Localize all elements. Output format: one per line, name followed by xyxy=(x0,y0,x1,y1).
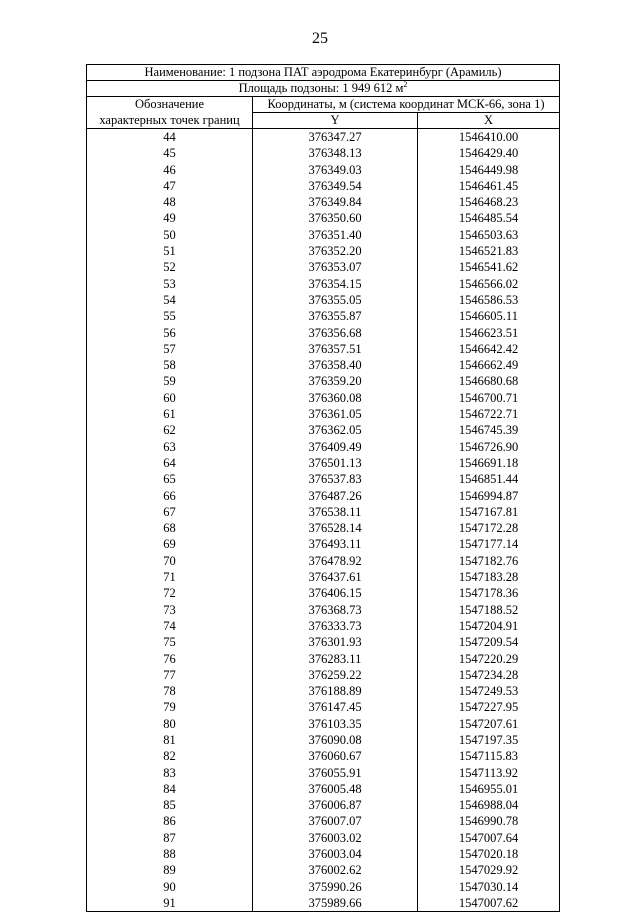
area-text: Площадь подзоны: 1 949 612 м xyxy=(238,81,404,95)
table-row xyxy=(87,504,560,520)
table-row xyxy=(87,536,560,552)
coord-y-cell: 376103.35 xyxy=(253,716,418,732)
table-row xyxy=(87,308,560,324)
coord-y-cell: 376007.07 xyxy=(253,813,418,829)
coord-y-cell: 376537.83 xyxy=(253,471,418,487)
point-number-cell: 75 xyxy=(87,634,253,650)
point-number-cell: 56 xyxy=(87,325,253,341)
coord-y-cell: 376003.04 xyxy=(253,846,418,862)
table-row xyxy=(87,341,560,357)
point-number-cell: 88 xyxy=(87,846,253,862)
coord-y-cell: 376538.11 xyxy=(253,504,418,520)
coord-x-cell: 1546449.98 xyxy=(418,162,560,178)
coord-x-cell: 1547172.28 xyxy=(418,520,560,536)
table-row xyxy=(87,765,560,781)
table-row xyxy=(87,243,560,259)
page-number: 25 xyxy=(312,30,328,47)
coord-y-cell: 376005.48 xyxy=(253,781,418,797)
coord-x-cell: 1547227.95 xyxy=(418,699,560,715)
coord-y-cell: 376347.27 xyxy=(253,129,418,146)
coord-y-cell: 376352.20 xyxy=(253,243,418,259)
table-row xyxy=(87,667,560,683)
coord-x-cell: 1546851.44 xyxy=(418,471,560,487)
coord-x-cell: 1546605.11 xyxy=(418,308,560,324)
point-number-cell: 65 xyxy=(87,471,253,487)
table-row xyxy=(87,732,560,748)
coord-x-cell: 1547249.53 xyxy=(418,683,560,699)
table-row xyxy=(87,129,560,146)
coord-x-cell: 1547007.64 xyxy=(418,830,560,846)
table-row xyxy=(87,895,560,912)
table-row xyxy=(87,830,560,846)
coord-x-cell: 1546691.18 xyxy=(418,455,560,471)
coord-x-cell: 1546566.02 xyxy=(418,276,560,292)
table-row xyxy=(87,716,560,732)
coord-x-cell: 1546990.78 xyxy=(418,813,560,829)
point-number-cell: 71 xyxy=(87,569,253,585)
table-row xyxy=(87,373,560,389)
coord-x-cell: 1547188.52 xyxy=(418,602,560,618)
coord-x-cell: 1546541.62 xyxy=(418,259,560,275)
coord-x-cell: 1546642.42 xyxy=(418,341,560,357)
coord-y-cell: 376301.93 xyxy=(253,634,418,650)
coord-x-cell: 1547204.91 xyxy=(418,618,560,634)
point-number-cell: 48 xyxy=(87,194,253,210)
coord-x-cell: 1547234.28 xyxy=(418,667,560,683)
coord-x-cell: 1547167.81 xyxy=(418,504,560,520)
point-number-cell: 50 xyxy=(87,227,253,243)
coord-x-cell: 1547007.62 xyxy=(418,895,560,912)
point-number-cell: 66 xyxy=(87,488,253,504)
table-row xyxy=(87,455,560,471)
table-row xyxy=(87,569,560,585)
table-row xyxy=(87,145,560,161)
point-number-cell: 52 xyxy=(87,259,253,275)
table-row xyxy=(87,292,560,308)
coord-y-cell: 376055.91 xyxy=(253,765,418,781)
table-row xyxy=(87,422,560,438)
coord-x-cell: 1547113.92 xyxy=(418,765,560,781)
table-row xyxy=(87,634,560,650)
coord-y-cell: 376368.73 xyxy=(253,602,418,618)
point-number-cell: 87 xyxy=(87,830,253,846)
coord-y-cell: 376528.14 xyxy=(253,520,418,536)
coord-y-cell: 376359.20 xyxy=(253,373,418,389)
table-row xyxy=(87,618,560,634)
table-row xyxy=(87,846,560,862)
coord-x-cell: 1546521.83 xyxy=(418,243,560,259)
table-row xyxy=(87,227,560,243)
coord-system-header: Координаты, м (система координат МСК-66, зона 1) xyxy=(253,97,560,113)
coord-x-cell: 1546485.54 xyxy=(418,210,560,226)
point-number-cell: 57 xyxy=(87,341,253,357)
point-number-cell: 67 xyxy=(87,504,253,520)
table-row xyxy=(87,602,560,618)
point-number-cell: 77 xyxy=(87,667,253,683)
table-row xyxy=(87,276,560,292)
point-number-cell: 68 xyxy=(87,520,253,536)
coord-y-cell: 376478.92 xyxy=(253,553,418,569)
coord-y-cell: 376349.54 xyxy=(253,178,418,194)
point-number-cell: 58 xyxy=(87,357,253,373)
coord-y-cell: 376501.13 xyxy=(253,455,418,471)
area-label xyxy=(87,81,560,97)
point-number-cell: 62 xyxy=(87,422,253,438)
table-row xyxy=(87,585,560,601)
point-number-cell: 74 xyxy=(87,618,253,634)
coord-y-cell: 376147.45 xyxy=(253,699,418,715)
point-number-cell: 64 xyxy=(87,455,253,471)
point-number-cell: 78 xyxy=(87,683,253,699)
point-number-cell: 82 xyxy=(87,748,253,764)
table-row xyxy=(87,406,560,422)
coord-x-cell: 1546410.00 xyxy=(418,129,560,146)
coord-x-cell: 1547020.18 xyxy=(418,846,560,862)
point-number-cell: 85 xyxy=(87,797,253,813)
coord-y-cell: 376003.02 xyxy=(253,830,418,846)
table-row xyxy=(87,178,560,194)
coord-x-cell: 1546988.04 xyxy=(418,797,560,813)
coord-y-cell: 376358.40 xyxy=(253,357,418,373)
point-number-cell: 61 xyxy=(87,406,253,422)
point-number-cell: 79 xyxy=(87,699,253,715)
coord-y-cell: 376333.73 xyxy=(253,618,418,634)
coord-x-cell: 1546429.40 xyxy=(418,145,560,161)
point-number-cell: 72 xyxy=(87,585,253,601)
coord-y-cell: 376356.68 xyxy=(253,325,418,341)
point-number-cell: 46 xyxy=(87,162,253,178)
coord-y-cell: 376493.11 xyxy=(253,536,418,552)
coord-x-cell: 1546468.23 xyxy=(418,194,560,210)
point-number-cell: 80 xyxy=(87,716,253,732)
table-row xyxy=(87,813,560,829)
coord-x-cell: 1546680.68 xyxy=(418,373,560,389)
coord-x-cell: 1546662.49 xyxy=(418,357,560,373)
table-row xyxy=(87,259,560,275)
coord-y-cell: 376283.11 xyxy=(253,651,418,667)
point-number-cell: 63 xyxy=(87,439,253,455)
point-number-cell: 49 xyxy=(87,210,253,226)
coord-x-cell: 1546726.90 xyxy=(418,439,560,455)
coord-y-cell: 376357.51 xyxy=(253,341,418,357)
coord-y-cell: 376351.40 xyxy=(253,227,418,243)
coord-y-cell: 376355.05 xyxy=(253,292,418,308)
coord-x-cell: 1546461.45 xyxy=(418,178,560,194)
point-number-cell: 55 xyxy=(87,308,253,324)
table-row xyxy=(87,488,560,504)
coord-x-cell: 1547177.14 xyxy=(418,536,560,552)
table-row xyxy=(87,194,560,210)
table-body xyxy=(87,129,560,912)
coord-y-cell: 376349.84 xyxy=(253,194,418,210)
table-row xyxy=(87,862,560,878)
table-row xyxy=(87,651,560,667)
point-number-cell: 89 xyxy=(87,862,253,878)
coord-y-cell: 376360.08 xyxy=(253,390,418,406)
coord-y-cell: 376362.05 xyxy=(253,422,418,438)
coord-y-cell: 376349.03 xyxy=(253,162,418,178)
point-number-cell: 45 xyxy=(87,145,253,161)
table-row xyxy=(87,520,560,536)
coord-y-cell: 376409.49 xyxy=(253,439,418,455)
point-number-cell: 81 xyxy=(87,732,253,748)
table-row xyxy=(87,357,560,373)
coord-x-cell: 1547030.14 xyxy=(418,879,560,895)
coord-y-cell: 376354.15 xyxy=(253,276,418,292)
coord-x-cell: 1547182.76 xyxy=(418,553,560,569)
designation-header-line2: характерных точек границ xyxy=(87,113,253,129)
coord-x-cell: 1546623.51 xyxy=(418,325,560,341)
table-row xyxy=(87,471,560,487)
coord-y-cell: 376060.67 xyxy=(253,748,418,764)
coord-y-cell: 376002.62 xyxy=(253,862,418,878)
coord-y-cell: 376487.26 xyxy=(253,488,418,504)
point-number-cell: 84 xyxy=(87,781,253,797)
coord-y-cell: 376437.61 xyxy=(253,569,418,585)
coord-x-cell: 1547207.61 xyxy=(418,716,560,732)
coord-x-cell: 1546503.63 xyxy=(418,227,560,243)
point-number-cell: 69 xyxy=(87,536,253,552)
coord-x-cell: 1546700.71 xyxy=(418,390,560,406)
area-unit-superscript: 2 xyxy=(403,79,408,89)
point-number-cell: 91 xyxy=(87,895,253,912)
coord-y-cell: 376090.08 xyxy=(253,732,418,748)
coordinates-table xyxy=(86,64,560,912)
coord-x-cell: 1547115.83 xyxy=(418,748,560,764)
column-y-header: Y xyxy=(253,113,418,129)
coord-x-cell: 1546994.87 xyxy=(418,488,560,504)
table-row xyxy=(87,390,560,406)
coord-y-cell: 376188.89 xyxy=(253,683,418,699)
coord-y-cell: 376353.07 xyxy=(253,259,418,275)
coord-x-cell: 1547209.54 xyxy=(418,634,560,650)
coord-x-cell: 1547029.92 xyxy=(418,862,560,878)
point-number-cell: 59 xyxy=(87,373,253,389)
point-number-cell: 73 xyxy=(87,602,253,618)
table-row xyxy=(87,162,560,178)
table-row xyxy=(87,781,560,797)
column-x-header: X xyxy=(418,113,560,129)
point-number-cell: 90 xyxy=(87,879,253,895)
point-number-cell: 51 xyxy=(87,243,253,259)
table-row xyxy=(87,210,560,226)
coord-y-cell: 376006.87 xyxy=(253,797,418,813)
coord-x-cell: 1546722.71 xyxy=(418,406,560,422)
coord-y-cell: 376259.22 xyxy=(253,667,418,683)
point-number-cell: 44 xyxy=(87,129,253,146)
coord-y-cell: 375989.66 xyxy=(253,895,418,912)
coord-y-cell: 376361.05 xyxy=(253,406,418,422)
coord-y-cell: 376355.87 xyxy=(253,308,418,324)
coord-y-cell: 376350.60 xyxy=(253,210,418,226)
table-row xyxy=(87,879,560,895)
point-number-cell: 83 xyxy=(87,765,253,781)
coord-x-cell: 1546745.39 xyxy=(418,422,560,438)
point-number-cell: 86 xyxy=(87,813,253,829)
point-number-cell: 60 xyxy=(87,390,253,406)
table-row xyxy=(87,325,560,341)
coord-x-cell: 1546955.01 xyxy=(418,781,560,797)
table-row xyxy=(87,699,560,715)
table-row xyxy=(87,797,560,813)
table-row xyxy=(87,553,560,569)
coord-x-cell: 1547220.29 xyxy=(418,651,560,667)
coord-y-cell: 376406.15 xyxy=(253,585,418,601)
table-title: Наименование: 1 подзона ПАТ аэродрома Екатеринбург (Арамиль) xyxy=(87,65,560,81)
designation-header-line1: Обозначение xyxy=(87,97,253,113)
coord-x-cell: 1546586.53 xyxy=(418,292,560,308)
coord-x-cell: 1547178.36 xyxy=(418,585,560,601)
table-row xyxy=(87,683,560,699)
table-row xyxy=(87,439,560,455)
point-number-cell: 54 xyxy=(87,292,253,308)
coord-x-cell: 1547183.28 xyxy=(418,569,560,585)
coord-x-cell: 1547197.35 xyxy=(418,732,560,748)
coord-y-cell: 376348.13 xyxy=(253,145,418,161)
table-row xyxy=(87,748,560,764)
point-number-cell: 70 xyxy=(87,553,253,569)
point-number-cell: 76 xyxy=(87,651,253,667)
point-number-cell: 47 xyxy=(87,178,253,194)
coord-y-cell: 375990.26 xyxy=(253,879,418,895)
point-number-cell: 53 xyxy=(87,276,253,292)
